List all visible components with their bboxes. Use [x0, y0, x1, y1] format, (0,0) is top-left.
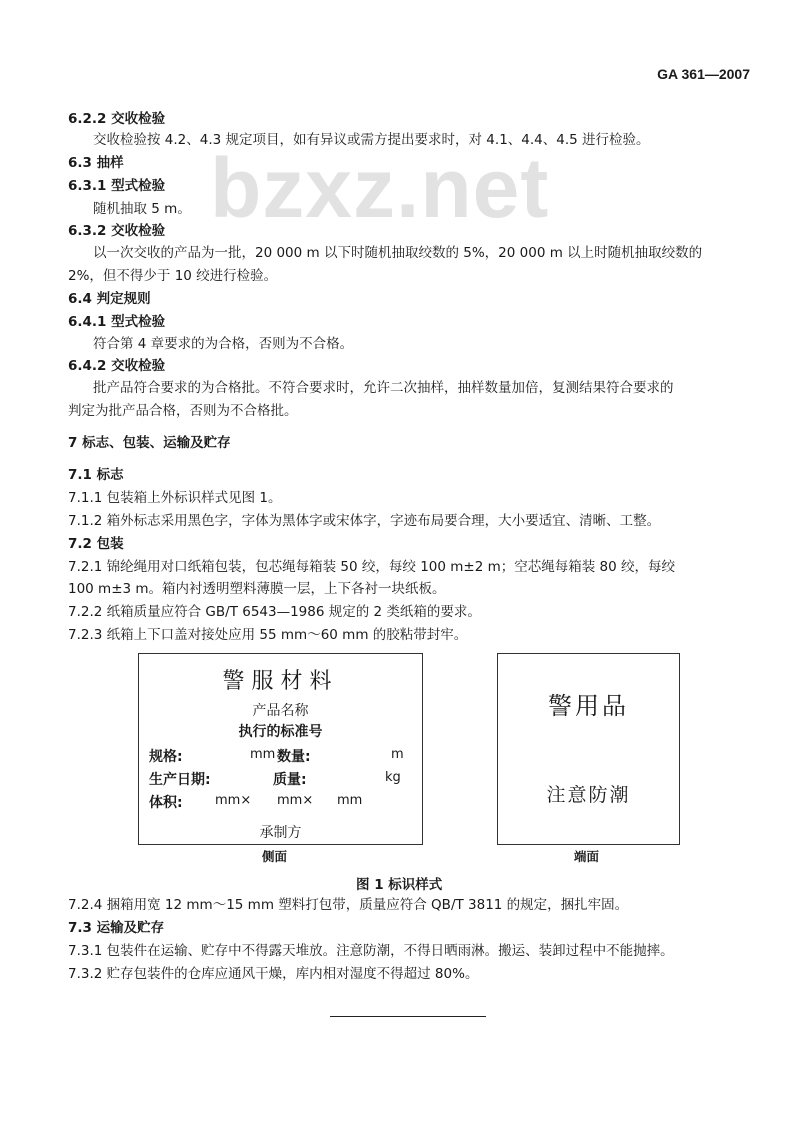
- text-line: 6.4.2 交收检验: [68, 358, 166, 374]
- product-name-label: 产品名称: [252, 703, 309, 719]
- watermark: bzxz.net: [210, 141, 550, 235]
- text-line: 6.3.1 型式检验: [68, 178, 166, 194]
- text-line: 批产品符合要求的为合格批。不符合要求时，允许二次抽样，抽样数量加倍，复测结果符合要求的: [93, 380, 674, 396]
- text-line: 随机抽取 5 m。: [93, 201, 191, 217]
- figure-caption: 图 1 标识样式: [356, 877, 443, 893]
- quantity-label: 数量:: [277, 749, 311, 765]
- side-label-title: 警服材料: [222, 669, 339, 694]
- text-line: 7.2.1 锦纶绳用对口纸箱包装，包芯绳每箱装 50 绞，每绞 100 m±2 m；空芯绳每箱装 80 绞，每绞: [68, 559, 676, 575]
- text-line: 6.4 判定规则: [68, 291, 151, 307]
- volume-unit-2: mm×: [277, 793, 314, 808]
- mass-unit: kg: [385, 770, 401, 785]
- text-line: 交收检验按 4.2、4.3 规定项目，如有异议或需方提出要求时，对 4.1、4.4、4.5 进行检验。: [93, 132, 650, 148]
- side-caption: 侧面: [262, 849, 288, 864]
- text-line: 7.1.2 箱外标志采用黑色字，字体为黑体字或宋体字，字迹布局要合理，大小要适宜、清晰、工整。: [68, 513, 661, 529]
- text-line: 7.2.3 纸箱上下口盖对接处应用 55 mm～60 mm 的胶粘带封牢。: [68, 627, 468, 643]
- text-line: 7.1.1 包装箱上外标识样式见图 1。: [68, 490, 282, 506]
- end-label-title: 警用品: [548, 692, 629, 720]
- standard-number: GA 361—2007: [657, 66, 750, 82]
- moisture-warning: 注意防潮: [546, 784, 631, 806]
- text-line: 7.3.2 贮存包装件的仓库应通风干燥，库内相对湿度不得超过 80%。: [68, 966, 479, 982]
- text-line: 符合第 4 章要求的为合格，否则为不合格。: [93, 336, 354, 352]
- manufacturer-label: 承制方: [259, 825, 302, 841]
- volume-label: 体积:: [149, 795, 183, 811]
- text-line: 6.3 抽样: [68, 155, 124, 171]
- text-line: 判定为批产品合格，否则为不合格批。: [68, 403, 298, 419]
- end-rule: [330, 1016, 486, 1017]
- text-line: 7.2 包装: [68, 536, 124, 552]
- mass-label: 质量:: [273, 772, 307, 788]
- text-line: 7 标志、包装、运输及贮存: [68, 435, 231, 451]
- side-label-box: [138, 653, 423, 845]
- volume-unit-1: mm×: [215, 793, 252, 808]
- text-line: 7.3 运输及贮存: [68, 920, 165, 936]
- volume-unit-3: mm: [337, 793, 363, 808]
- text-line: 7.2.2 纸箱质量应符合 GB/T 6543—1986 规定的 2 类纸箱的要求。: [68, 604, 481, 620]
- text-line: 100 m±3 m。箱内衬透明塑料薄膜一层，上下各衬一块纸板。: [68, 581, 446, 597]
- end-caption: 端面: [574, 849, 600, 864]
- text-line: 6.2.2 交收检验: [68, 111, 166, 127]
- text-line: 2%，但不得少于 10 绞进行检验。: [68, 268, 278, 284]
- text-line: 6.4.1 型式检验: [68, 314, 166, 330]
- spec-unit: mm: [250, 747, 276, 762]
- standard-no-label: 执行的标准号: [238, 724, 323, 740]
- production-date-label: 生产日期:: [149, 772, 211, 788]
- text-line: 7.2.4 捆箱用宽 12 mm～15 mm 塑料打包带，质量应符合 QB/T 3811 的规定，捆扎牢固。: [68, 897, 629, 913]
- text-line: 7.3.1 包装件在运输、贮存中不得露天堆放。注意防潮，不得日晒雨淋。搬运、装卸过程中不能抛摔。: [68, 943, 674, 959]
- text-line: 6.3.2 交收检验: [68, 223, 166, 239]
- quantity-unit: m: [391, 747, 404, 762]
- spec-label: 规格:: [149, 749, 183, 765]
- end-label-box: [497, 653, 680, 845]
- text-line: 7.1 标志: [68, 467, 124, 483]
- text-line: 以一次交收的产品为一批，20 000 m 以下时随机抽取绞数的 5%，20 000 m 以上时随机抽取绞数的: [93, 245, 703, 261]
